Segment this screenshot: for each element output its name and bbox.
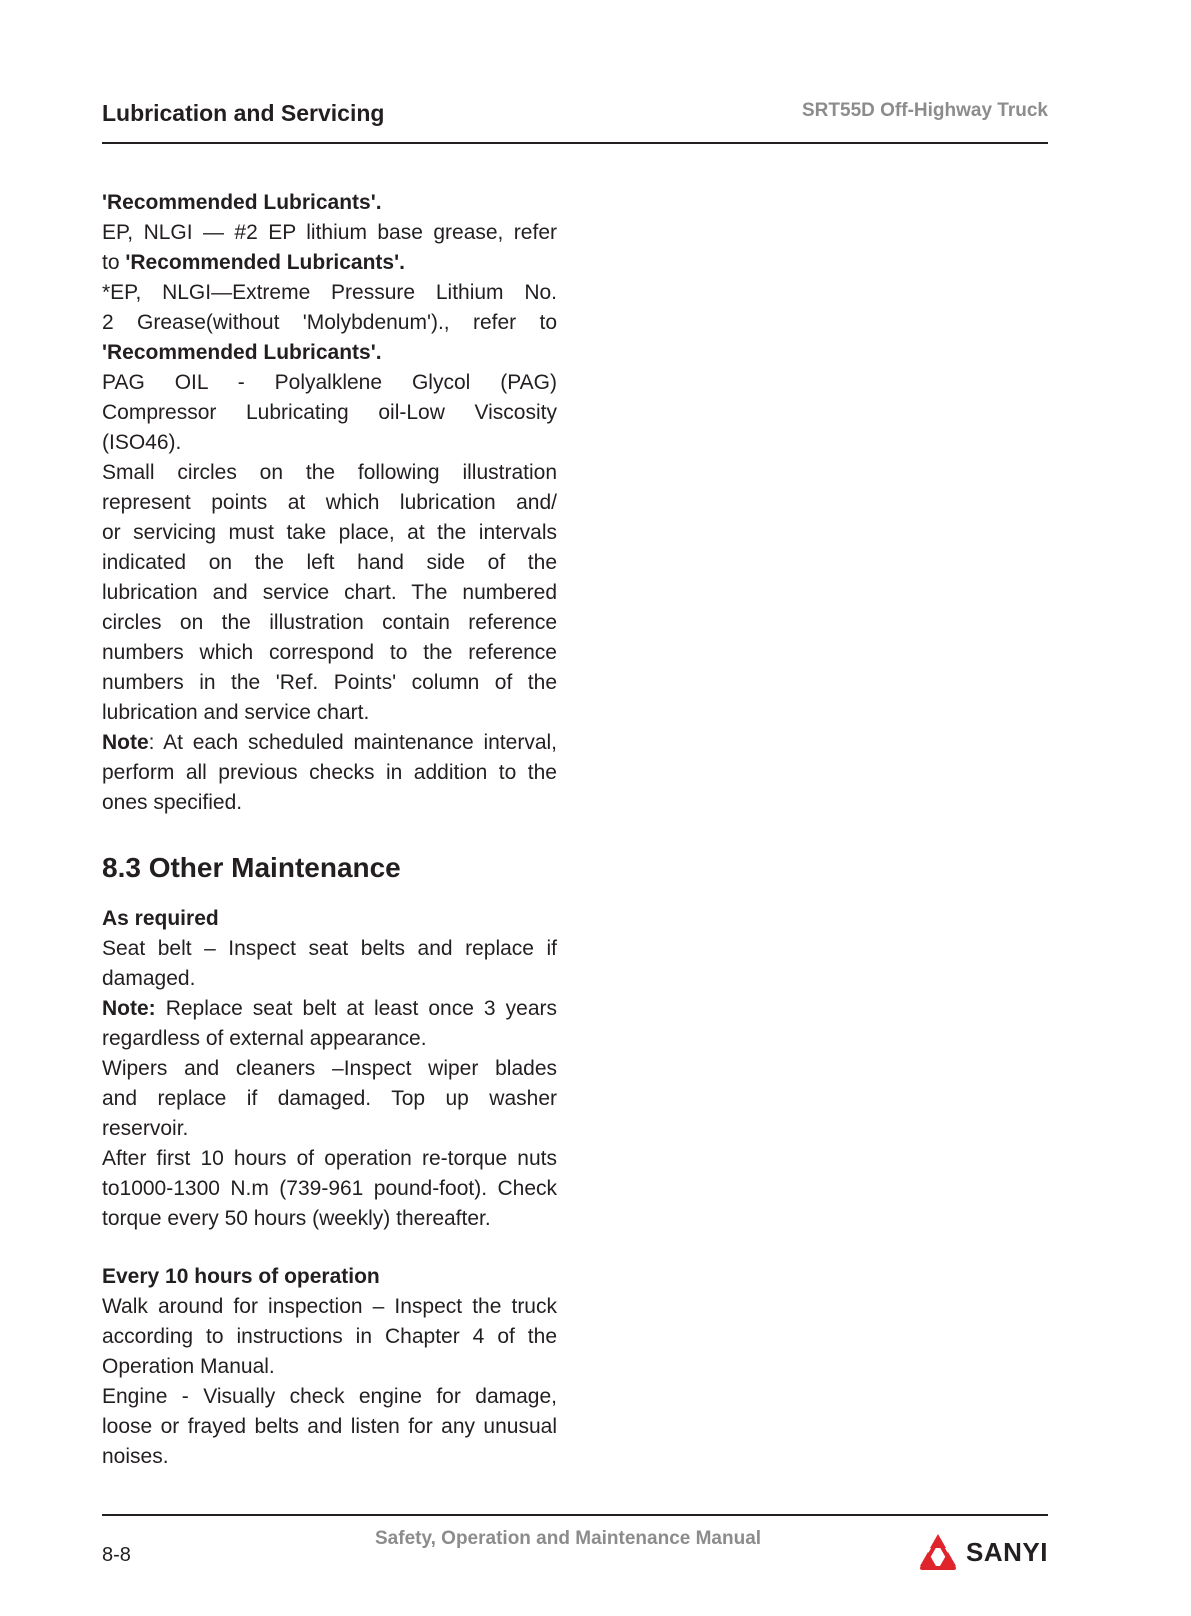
- manual-title: Safety, Operation and Maintenance Manual: [375, 1528, 762, 1549]
- note-line: Note: At each scheduled maintenance interval,: [102, 731, 557, 754]
- section-heading: 8.3 Other Maintenance: [102, 852, 401, 883]
- product-name: SRT55D Off-Highway Truck: [802, 100, 1048, 121]
- subheading-as-required: As required: [102, 907, 219, 930]
- text-line: torque every 50 hours (weekly) thereafter.: [102, 1207, 491, 1230]
- subheading-every-10-hours: Every 10 hours of operation: [102, 1265, 380, 1288]
- text-line: PAG OIL - Polyalklene Glycol (PAG): [102, 371, 557, 394]
- note-line: Note: Replace seat belt at least once 3 years: [102, 997, 557, 1020]
- text-line: lubrication and service chart. The numbered: [102, 581, 557, 604]
- text-line: and replace if damaged. Top up washer: [102, 1087, 557, 1110]
- text-line: perform all previous checks in addition to the: [102, 761, 557, 784]
- text-line: noises.: [102, 1445, 169, 1468]
- text-line: represent points at which lubrication and/: [102, 491, 557, 514]
- section-header-title: Lubrication and Servicing: [102, 100, 385, 126]
- main-content: [102, 188, 557, 1472]
- text-line: to 'Recommended Lubricants'.: [102, 251, 405, 274]
- text-line: Small circles on the following illustration: [102, 461, 557, 484]
- text-line: 'Recommended Lubricants'.: [102, 341, 382, 364]
- page-header: [102, 96, 1048, 144]
- text-line: damaged.: [102, 967, 196, 990]
- text-line: After first 10 hours of operation re-torque nuts: [102, 1147, 557, 1170]
- text-line: 'Recommended Lubricants'.: [102, 191, 382, 214]
- text-line: regardless of external appearance.: [102, 1027, 427, 1050]
- text-line: EP, NLGI — #2 EP lithium base grease, refer: [102, 221, 557, 244]
- text-line: Compressor Lubricating oil-Low Viscosity: [102, 401, 557, 424]
- text-line: Seat belt – Inspect seat belts and replace if: [102, 937, 557, 960]
- brand-logo: [916, 1530, 1048, 1574]
- text-line: *EP, NLGI—Extreme Pressure Lithium No.: [102, 281, 557, 304]
- sanyi-logo-icon: [916, 1532, 960, 1572]
- text-line: or servicing must take place, at the intervals: [102, 521, 557, 544]
- text-line: numbers in the 'Ref. Points' column of the: [102, 671, 557, 694]
- text-line: 2 Grease(without 'Molybdenum')., refer to: [102, 311, 557, 334]
- brand-name: SANYI: [966, 1536, 1048, 1567]
- spacer: [102, 1234, 557, 1262]
- page-footer: [102, 1514, 1048, 1576]
- text-line: numbers which correspond to the reference: [102, 641, 557, 664]
- text-line: Wipers and cleaners –Inspect wiper blades: [102, 1057, 557, 1080]
- text-line: indicated on the left hand side of the: [102, 551, 557, 574]
- page-number: 8-8: [102, 1544, 131, 1566]
- text-line: lubrication and service chart.: [102, 701, 370, 724]
- text-line: loose or frayed belts and listen for any unusual: [102, 1415, 557, 1438]
- text-line: circles on the illustration contain reference: [102, 611, 557, 634]
- text-line: Walk around for inspection – Inspect the truck: [102, 1295, 557, 1318]
- text-line: reservoir.: [102, 1117, 189, 1140]
- text-line: ones specified.: [102, 791, 243, 814]
- text-line: to1000-1300 N.m (739-961 pound-foot). Check: [102, 1177, 557, 1200]
- text-line: (ISO46).: [102, 431, 182, 454]
- text-line: Engine - Visually check engine for damage,: [102, 1385, 557, 1408]
- text-line: Operation Manual.: [102, 1355, 275, 1378]
- text-line: according to instructions in Chapter 4 of the: [102, 1325, 557, 1348]
